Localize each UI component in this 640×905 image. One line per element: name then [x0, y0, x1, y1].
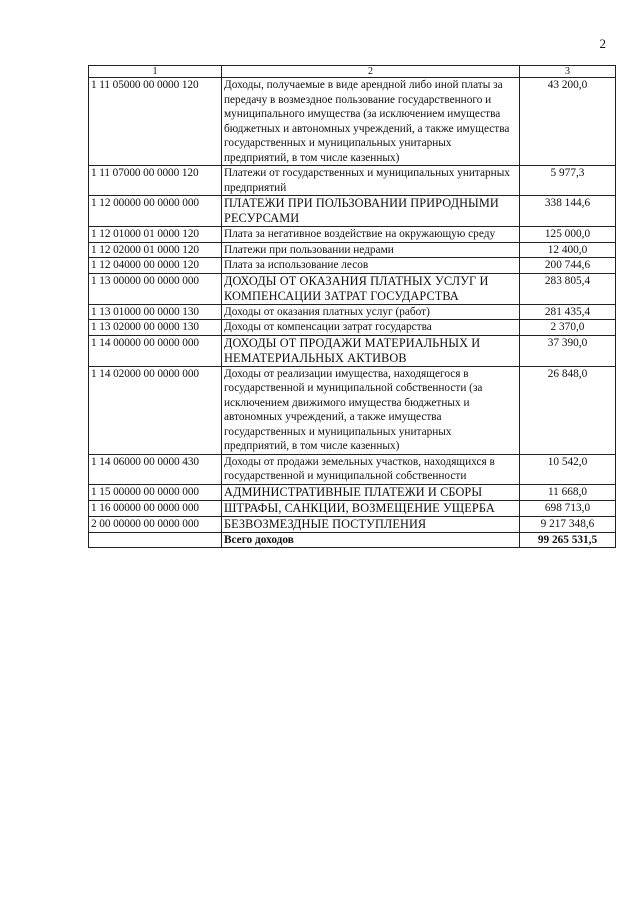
amount-cell: 26 848,0 — [520, 366, 616, 454]
table-row — [89, 242, 616, 258]
revenue-name-cell: ШТРАФЫ, САНКЦИИ, ВОЗМЕЩЕНИЕ УЩЕРБА — [222, 500, 520, 516]
revenue-name-cell: ДОХОДЫ ОТ ПРОДАЖИ МАТЕРИАЛЬНЫХ И НЕМАТЕРИАЛЬНЫХ АКТИВОВ — [222, 335, 520, 366]
table-row — [89, 304, 616, 320]
budget-code-cell: 1 12 01000 01 0000 120 — [89, 227, 222, 243]
table-row — [89, 196, 616, 227]
amount-cell: 125 000,0 — [520, 227, 616, 243]
budget-code-cell: 1 12 04000 00 0000 120 — [89, 258, 222, 274]
budget-code-cell: 2 00 00000 00 0000 000 — [89, 516, 222, 532]
revenue-name-cell: ДОХОДЫ ОТ ОКАЗАНИЯ ПЛАТНЫХ УСЛУГ И КОМПЕНСАЦИИ ЗАТРАТ ГОСУДАРСТВА — [222, 273, 520, 304]
table-row — [89, 227, 616, 243]
total-amount: 99 265 531,5 — [520, 532, 616, 548]
budget-code-cell: 1 14 00000 00 0000 000 — [89, 335, 222, 366]
page-number: 2 — [599, 36, 606, 51]
revenue-name-cell: Доходы от продажи земельных участков, находящихся в государственной и муниципальной собственности — [222, 454, 520, 484]
budget-code-cell: 1 13 01000 00 0000 130 — [89, 304, 222, 320]
budget-code-cell: 1 13 00000 00 0000 000 — [89, 273, 222, 304]
amount-cell: 9 217 348,6 — [520, 516, 616, 532]
table-row — [89, 258, 616, 274]
column-header-amount: 3 — [520, 66, 616, 78]
revenue-name-cell: Плата за использование лесов — [222, 258, 520, 274]
amount-cell: 11 668,0 — [520, 484, 616, 500]
column-header-name: 2 — [222, 66, 520, 78]
revenue-name-cell: БЕЗВОЗМЕЗДНЫЕ ПОСТУПЛЕНИЯ — [222, 516, 520, 532]
budget-code-cell: 1 16 00000 00 0000 000 — [89, 500, 222, 516]
amount-cell: 2 370,0 — [520, 320, 616, 336]
table-row — [89, 500, 616, 516]
column-header-code: 1 — [89, 66, 222, 78]
budget-code-cell: 1 12 00000 00 0000 000 — [89, 196, 222, 227]
amount-cell: 37 390,0 — [520, 335, 616, 366]
table-row — [89, 454, 616, 484]
budget-code-cell: 1 14 02000 00 0000 000 — [89, 366, 222, 454]
revenue-name-cell: ПЛАТЕЖИ ПРИ ПОЛЬЗОВАНИИ ПРИРОДНЫМИ РЕСУРСАМИ — [222, 196, 520, 227]
amount-cell: 43 200,0 — [520, 78, 616, 166]
revenue-name-cell: Доходы, получаемые в виде арендной либо иной платы за передачу в возмездное пользование государственного и муниципального имущества (за исключением имущества бюджетных и автономных учреждений, а также имущества государственных и муниципальных унитарных предприятий, в том числе казенных) — [222, 78, 520, 166]
revenue-name-cell: Доходы от реализации имущества, находящегося в государственной и муниципальной собственности (за исключением движимого имущества бюджетных и автономных учреждений, а также имущества государственных и муниципальных унитарных предприятий, в том числе казенных) — [222, 366, 520, 454]
total-label: Всего доходов — [222, 532, 520, 548]
revenue-name-cell: Плата за негативное воздействие на окружающую среду — [222, 227, 520, 243]
total-row — [89, 532, 616, 548]
table-row — [89, 484, 616, 500]
revenue-name-cell: Доходы от оказания платных услуг (работ) — [222, 304, 520, 320]
revenue-name-cell: АДМИНИСТРАТИВНЫЕ ПЛАТЕЖИ И СБОРЫ — [222, 484, 520, 500]
table-row — [89, 516, 616, 532]
revenue-name-cell: Платежи от государственных и муниципальных унитарных предприятий — [222, 166, 520, 196]
table-row — [89, 78, 616, 166]
amount-cell: 12 400,0 — [520, 242, 616, 258]
revenue-name-cell: Платежи при пользовании недрами — [222, 242, 520, 258]
amount-cell: 338 144,6 — [520, 196, 616, 227]
table-row — [89, 320, 616, 336]
revenue-table — [88, 65, 616, 548]
amount-cell: 200 744,6 — [520, 258, 616, 274]
table-row — [89, 273, 616, 304]
revenue-name-cell: Доходы от компенсации затрат государства — [222, 320, 520, 336]
amount-cell: 5 977,3 — [520, 166, 616, 196]
table-body — [89, 78, 616, 548]
total-code-cell — [89, 532, 222, 548]
budget-code-cell: 1 11 07000 00 0000 120 — [89, 166, 222, 196]
budget-code-cell: 1 13 02000 00 0000 130 — [89, 320, 222, 336]
amount-cell: 283 805,4 — [520, 273, 616, 304]
budget-code-cell: 1 14 06000 00 0000 430 — [89, 454, 222, 484]
table-row — [89, 166, 616, 196]
budget-code-cell: 1 11 05000 00 0000 120 — [89, 78, 222, 166]
amount-cell: 281 435,4 — [520, 304, 616, 320]
table-row — [89, 335, 616, 366]
table-header-row — [89, 66, 616, 78]
amount-cell: 10 542,0 — [520, 454, 616, 484]
amount-cell: 698 713,0 — [520, 500, 616, 516]
budget-code-cell: 1 12 02000 01 0000 120 — [89, 242, 222, 258]
budget-code-cell: 1 15 00000 00 0000 000 — [89, 484, 222, 500]
table-row — [89, 366, 616, 454]
